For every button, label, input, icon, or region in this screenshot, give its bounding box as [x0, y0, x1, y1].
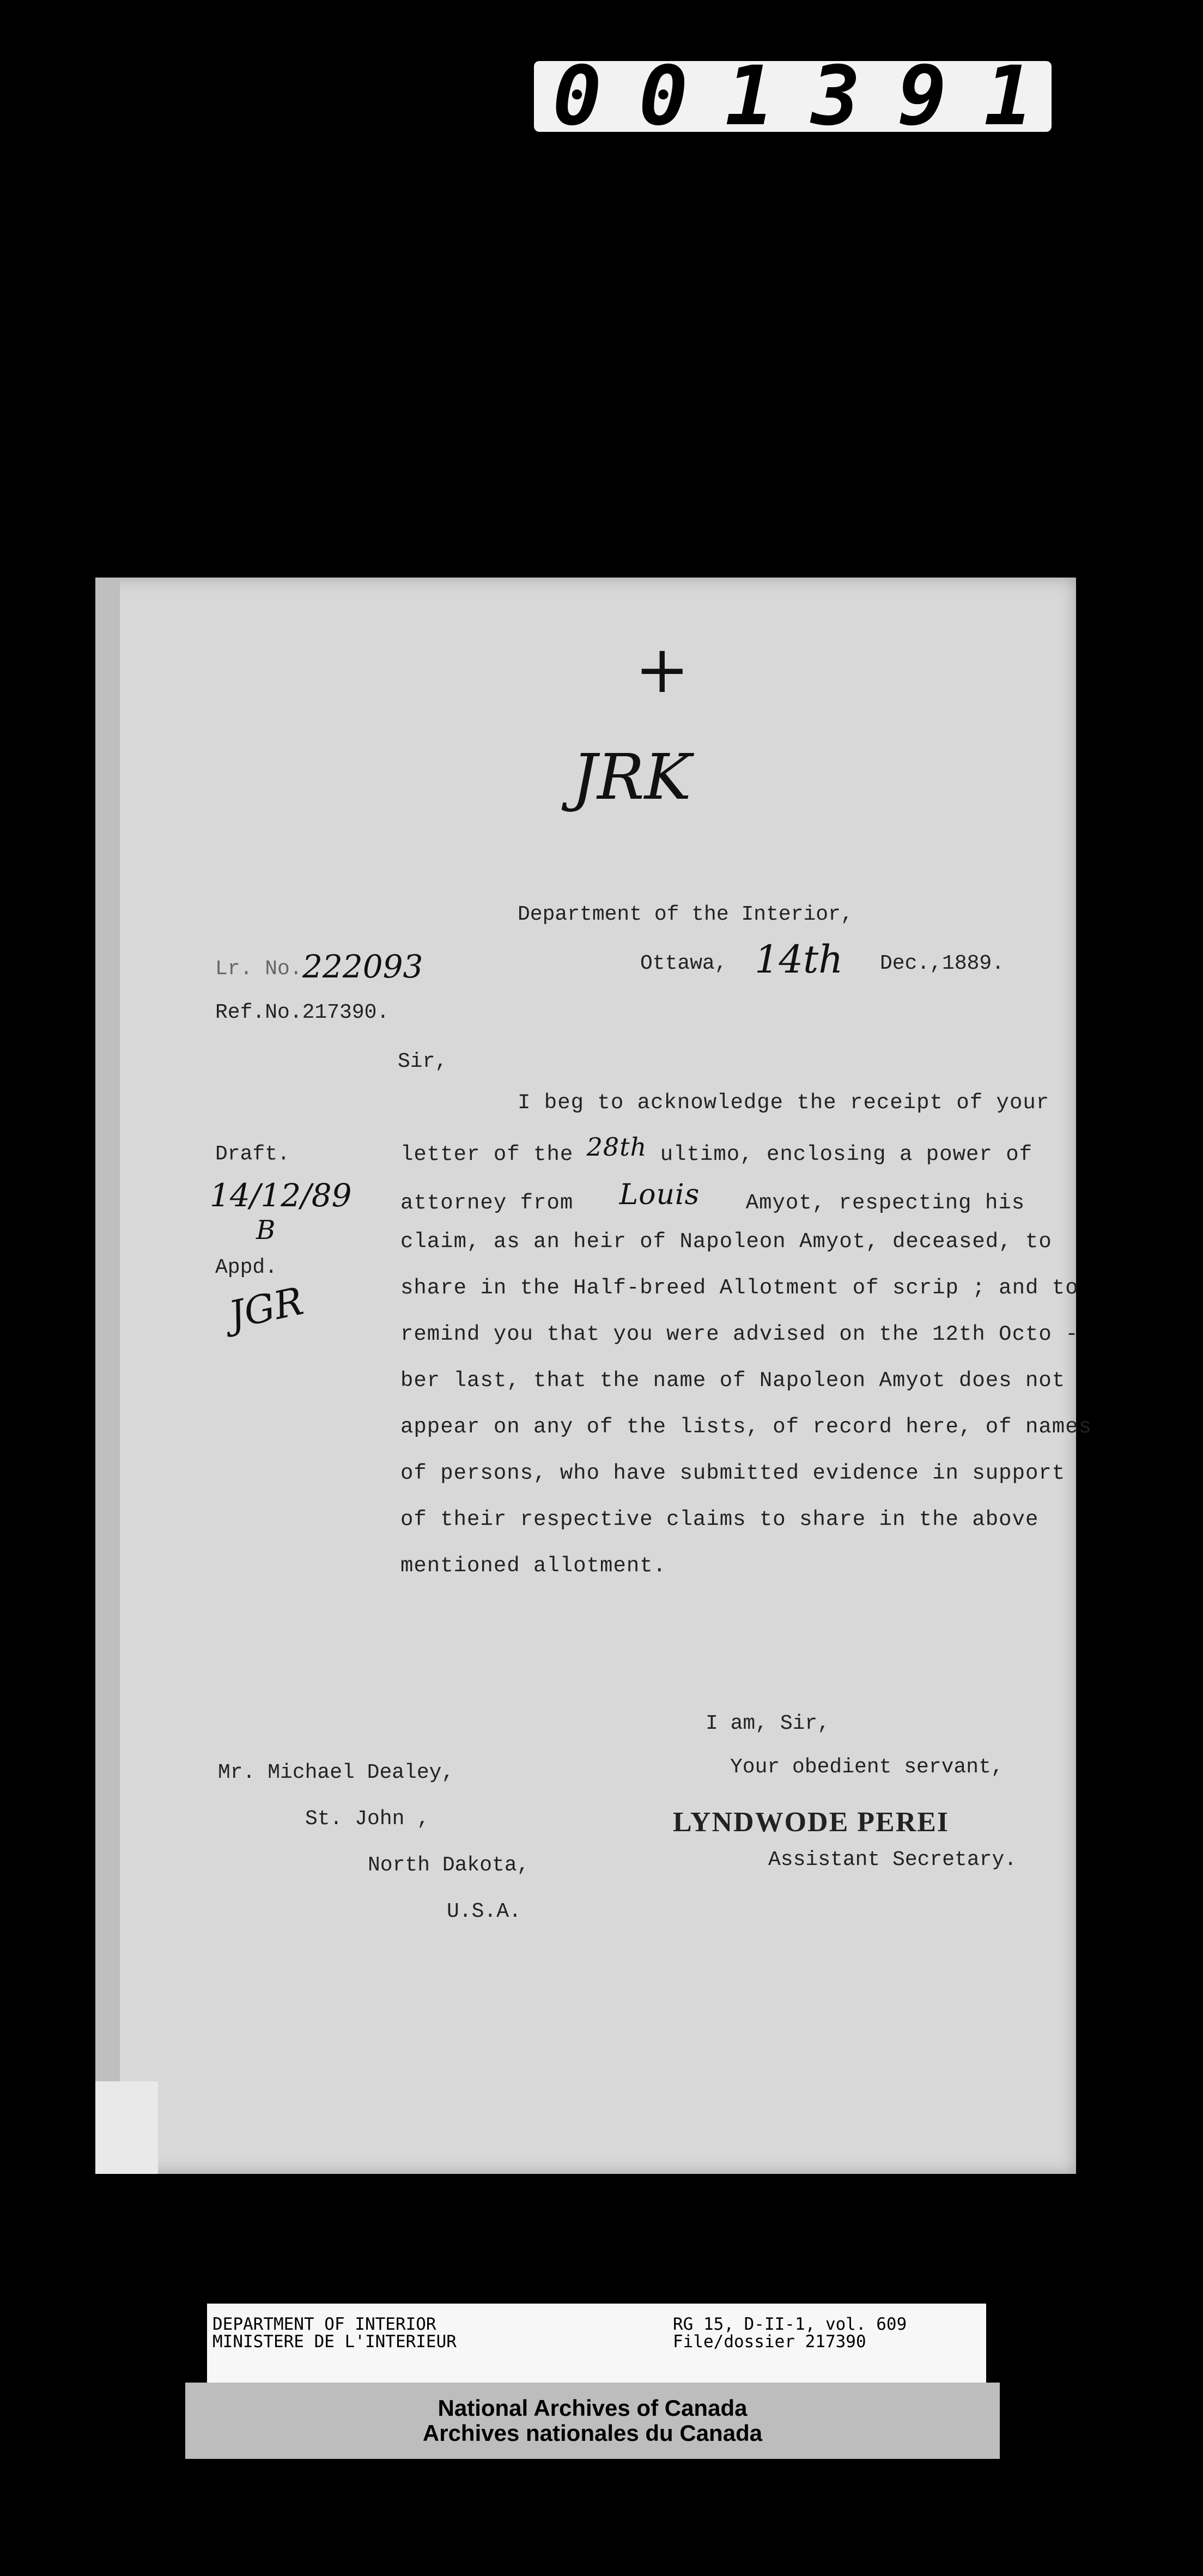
margin-draft: Draft. [215, 1143, 290, 1166]
date: Dec.,1889. [880, 952, 1005, 975]
addressee-city: St. John , [305, 1807, 430, 1831]
frame-digit: 0 [639, 49, 688, 144]
signature-title: Assistant Secretary. [768, 1848, 1017, 1872]
letter-sheet [95, 578, 1092, 2174]
handwritten-name: Louis [619, 1178, 700, 1211]
addressee-name: Mr. Michael Dealey, [218, 1761, 454, 1784]
frame-digit: 9 [897, 49, 947, 144]
cross-mark: + [635, 632, 690, 708]
body-line: appear on any of the lists, of record here, of names [400, 1415, 1092, 1439]
body-line: of their respective claims to share in the above [400, 1508, 1039, 1532]
frame-digit: 1 [983, 49, 1033, 144]
label-department [212, 2316, 457, 2350]
archives-banner [185, 2383, 1000, 2459]
handwritten-date: 28th [586, 1132, 647, 1162]
body-text: letter of the [400, 1143, 574, 1167]
body-text: Amyot, respecting his [745, 1191, 1025, 1215]
body-line: ber last, that the name of Napoleon Amyot does not [400, 1369, 1066, 1393]
lr-number: 222093 [302, 948, 423, 985]
body-line [400, 1132, 1033, 1167]
frame-digit: 0 [552, 49, 602, 144]
addressee-country: U.S.A. [447, 1900, 521, 1923]
label-line: File/dossier 217390 [673, 2332, 866, 2352]
department-heading: Department of the Interior, [518, 903, 853, 926]
initials-mark: JRK [572, 741, 691, 814]
place: Ottawa, [640, 952, 727, 975]
margin-appd-initials: JGR [224, 1278, 307, 1338]
frame-digit: 3 [811, 49, 861, 144]
archives-name-fr: Archives nationales du Canada [422, 2420, 763, 2446]
label-line: RG 15, D-II-1, vol. 609 [673, 2314, 907, 2334]
signature-stamp: LYNDWODE PEREI [673, 1807, 950, 1838]
margin-appd: Appd. [215, 1256, 278, 1279]
label-line: DEPARTMENT OF INTERIOR [212, 2314, 436, 2334]
closing: I am, Sir, [706, 1712, 830, 1735]
margin-draft-mark: B [256, 1215, 276, 1246]
addressee-state: North Dakota, [368, 1854, 530, 1877]
body-line: mentioned allotment. [400, 1554, 667, 1578]
frame-number [534, 49, 1052, 144]
label-line: MINISTERE DE L'INTERIEUR [212, 2332, 457, 2352]
body-line: of persons, who have submitted evidence in support [400, 1461, 1066, 1485]
body-line: share in the Half-breed Allotment of scrip ; and to [400, 1276, 1079, 1300]
body-line: claim, as an heir of Napoleon Amyot, deceased, to [400, 1230, 1052, 1254]
body-line: I beg to acknowledge the receipt of your [518, 1091, 1050, 1115]
sheet-edge-shadow [95, 578, 120, 2174]
day-handwritten: 14th [755, 937, 843, 982]
sheet-folded-corner [95, 2081, 158, 2174]
ref-number: Ref.No.217390. [215, 1001, 390, 1024]
archive-label [207, 2304, 986, 2383]
lr-prefix: Lr. No. [215, 957, 302, 981]
body-line: remind you that you were advised on the 12th Octo - [400, 1322, 1079, 1346]
frame-digit: 1 [725, 49, 774, 144]
body-text: attorney from [400, 1191, 574, 1215]
body-line [400, 1178, 1025, 1215]
margin-draft-date: 14/12/89 [210, 1177, 352, 1214]
body-text: ultimo, enclosing a power of [660, 1143, 1033, 1167]
archives-name-en: National Archives of Canada [438, 2395, 748, 2421]
label-reference [673, 2316, 907, 2350]
closing-servant: Your obedient servant, [730, 1755, 1004, 1779]
salutation: Sir, [398, 1050, 448, 1073]
